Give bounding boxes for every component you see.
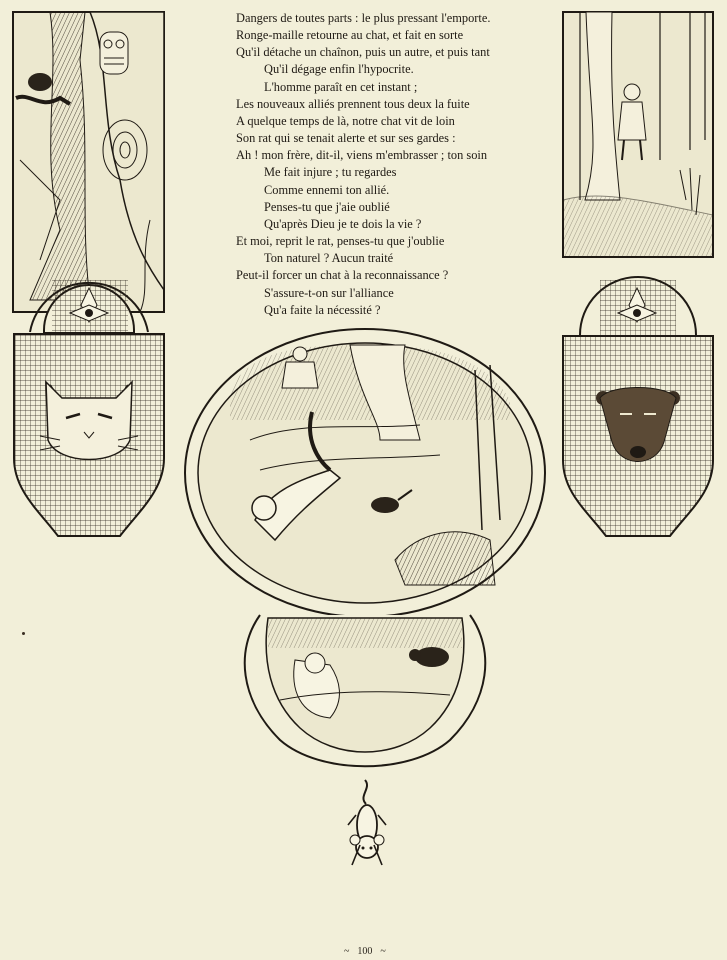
right-bear-emblem [563,277,713,536]
page-number [340,946,388,958]
poem-line: Ah ! mon frère, dit-il, viens m'embrasser ; ton soin [236,148,488,163]
left-cat-emblem [14,280,164,536]
right-forest-illustration [563,12,713,257]
poem-line: Et moi, reprit le rat, penses-tu que j'oublie [236,234,445,249]
poem-line: Qu'il détache un chaînon, puis un autre, et puis tant [236,45,490,60]
poem-line: Comme ennemi ton allié. [264,182,390,197]
poem-line: Qu'après Dieu je te dois la vie ? [264,216,422,231]
folio-ornament-left: ~ [344,946,350,957]
poem-line: Me fait injure ; tu regardes [264,165,397,180]
poem-line: Son rat qui se tenait alerte et sur ses gardes : [236,131,456,146]
poem-line: Ton naturel ? Aucun traité [264,251,394,266]
poem-line: Penses-tu que j'aie oublié [264,199,390,214]
poem-line: Dangers de toutes parts : le plus pressant l'emporte. [236,11,491,25]
poem-line: L'homme paraît en cet instant ; [264,79,418,94]
poem-text [236,10,536,319]
folio-ornament-right: ~ [380,946,386,957]
poem-line: Qu'a faite la nécessité ? [264,302,381,317]
lower-round-illustration [245,615,486,766]
poem-line: A quelque temps de là, notre chat vit de loin [236,113,455,128]
left-forest-illustration [13,12,164,312]
page-number-value: 100 [357,946,373,957]
ink-speck [22,632,25,635]
rat-tailpiece-ornament [348,780,386,865]
poem-line: S'assure-t-on sur l'alliance [264,285,394,300]
owl-figure [100,32,128,74]
poem-line: Peut-il forcer un chat à la reconnaissance ? [236,268,449,283]
poem-line: Qu'il dégage enfin l'hypocrite. [264,62,414,77]
poem-line: Ronge-maille retourne au chat, et fait en sorte [236,28,464,43]
center-round-illustration [185,329,545,617]
poem-line: Les nouveaux alliés prennent tous deux la fuite [236,96,470,111]
